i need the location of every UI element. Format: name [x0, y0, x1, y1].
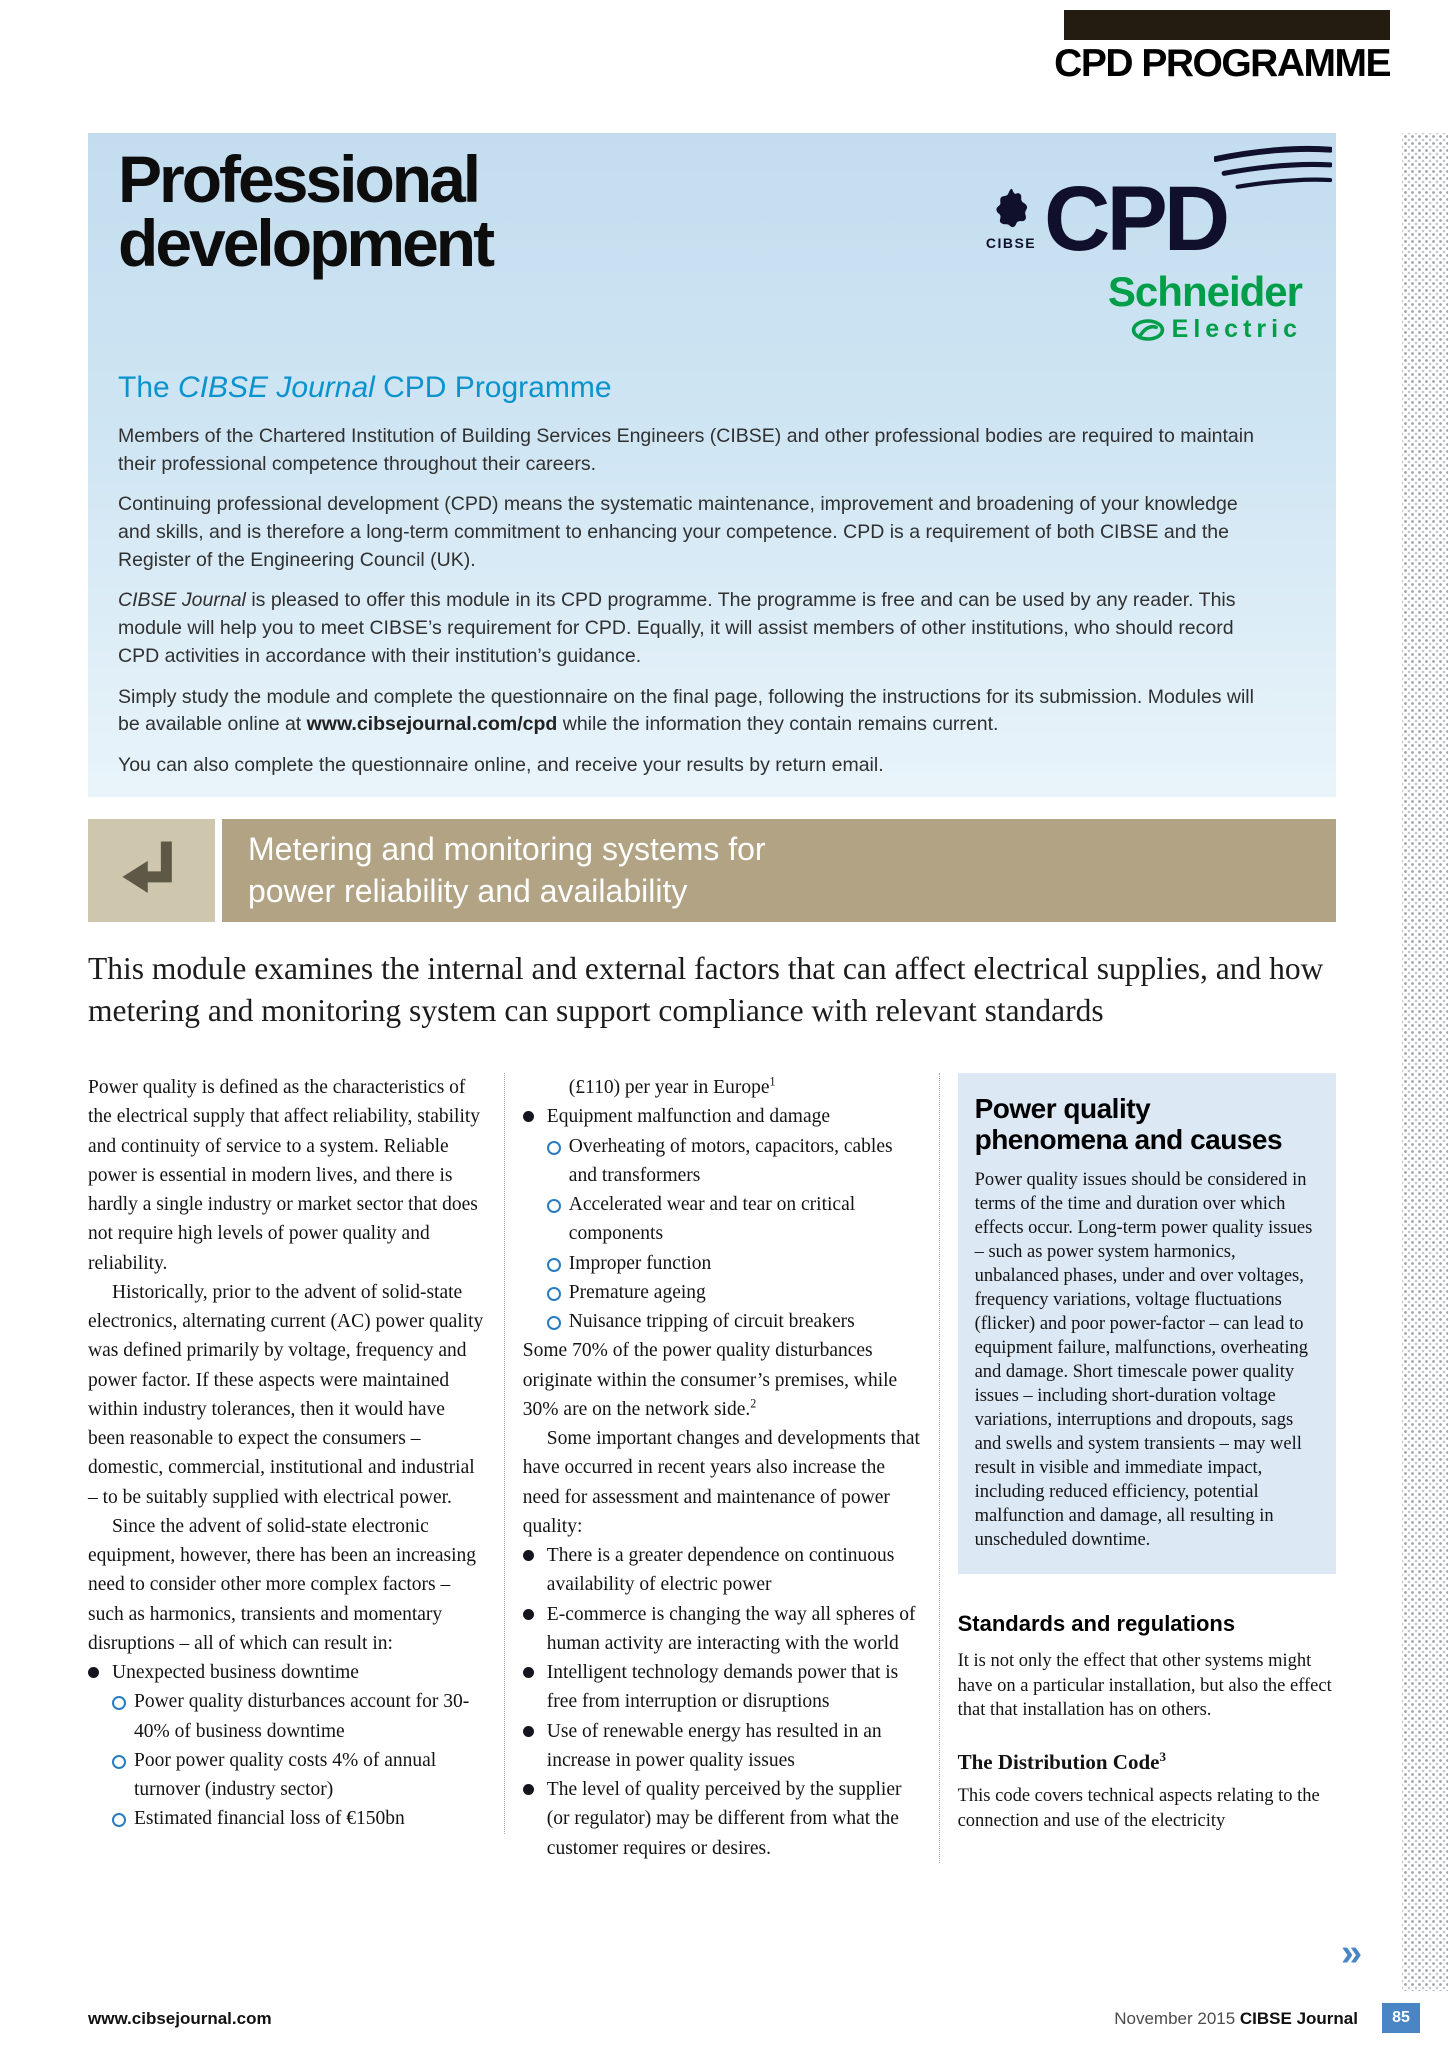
article-column-1 — [88, 1073, 505, 1834]
halftone-texture-strip — [1402, 133, 1448, 1991]
module-title-line2: power reliability and availability — [248, 872, 688, 909]
panel-title: Power quality phenomena and causes — [974, 1093, 1283, 1156]
schneider-wordmark: Schneider — [1107, 268, 1302, 315]
intro-paragraph-3: CIBSE Journal is pleased to offer this module in its CPD programme. The programme is free and can be used by any reader. This module will help you to meet CIBSE’s requirement for CPD. Equally, it will assist members of other institutions, who should record CPD activities in accordance with their institution’s guidance. — [118, 589, 1236, 667]
programme-subtitle: The CIBSE Journal CPD Programme — [118, 371, 612, 404]
banner-divider — [215, 819, 222, 922]
standards-heading: Standards and regulations — [957, 1611, 1236, 1637]
sub-bullet-item: Overheating of motors, capacitors, cables and transformers — [523, 1132, 921, 1191]
footnote-ref: 1 — [769, 1074, 776, 1089]
page-number-badge: 85 — [1382, 2003, 1420, 2033]
page-footer — [88, 2002, 1420, 2034]
body-paragraph: Historically, prior to the advent of solid-state electronics, alternating current (AC) power quality was defined primarily by voltage, frequency and power factor. If these aspects were maintained within industry tolerances, then it would have been reasonable to expect the consumers – domestic, commercial, institutional and industrial – to be suitably supplied with electrical power. — [88, 1281, 484, 1508]
logo-cluster — [982, 143, 1332, 344]
circle-bullet-icon — [112, 1746, 134, 1805]
body-paragraph: Since the advent of solid-state electronic equipment, however, there has been an increasing need to consider other more complex factors – such as harmonics, transients and momentary disruptions – all of which can result in: — [88, 1515, 476, 1654]
bullet-item: Unexpected business downtime — [88, 1658, 486, 1687]
bullet-item: Intelligent technology demands power that is free from interruption or disruptions — [523, 1658, 921, 1717]
sub-bullet-item: Accelerated wear and tear on critical components — [523, 1190, 921, 1249]
footnote-ref: 2 — [750, 1396, 757, 1411]
bullet-item: Use of renewable energy has resulted in an increase in power quality issues — [523, 1717, 921, 1776]
sub-bullet-item: Poor power quality costs 4% of annual turnover (industry sector) — [88, 1746, 486, 1805]
cpd-wordmark: CPD — [1044, 168, 1227, 270]
sub-bullet-item: Estimated financial loss of €150bn — [88, 1804, 486, 1833]
header-panel — [88, 133, 1336, 797]
module-banner — [88, 819, 1336, 922]
bullet-item: There is a greater dependence on continuous availability of electric power — [523, 1541, 921, 1600]
circle-bullet-icon — [112, 1687, 134, 1746]
article-column-3 — [958, 1073, 1336, 1833]
page-title — [118, 142, 493, 281]
bullet-item: The level of quality perceived by the supplier (or regulator) may be different from what the customer requires or desires. — [523, 1775, 921, 1863]
footnote-ref: 3 — [1159, 1748, 1166, 1764]
masthead-title: CPD PROGRAMME — [1054, 42, 1390, 85]
panel-body: Power quality issues should be considered in terms of the time and duration over which effects occur. Long-term power quality issues – such as power system harmonics, unbalanced phases, under and over voltages, frequency variations, voltage fluctuations (flicker) and poor power-factor – can lead to equipment failure, malfunctions, overheating and damage. Short timescale power quality issues – including short-duration voltage variations, interruptions and dropouts, sags and swells and system transients – may well result in visible and immediate impact, including reduced efficiency, potential malfunction and damage, all resulting in unscheduled downtime. — [974, 1169, 1313, 1551]
bullet-icon — [523, 1541, 547, 1600]
bullet-item: E-commerce is changing the way all spheres of human activity are interacting with the world — [523, 1600, 921, 1659]
sub-bullet-item: Improper function — [523, 1249, 921, 1278]
cibse-wordmark: CIBSE — [985, 235, 1037, 251]
circle-bullet-icon — [547, 1307, 569, 1336]
footer-issue — [1114, 2009, 1358, 2029]
bullet-icon — [523, 1717, 547, 1776]
sub-bullet-item: Premature ageing — [523, 1278, 921, 1307]
swoosh-lines-icon — [1214, 145, 1332, 205]
distribution-code-heading: The Distribution Code$^3$ — [957, 1748, 1166, 1774]
cibse-lion-icon — [982, 187, 1040, 251]
body-paragraph: Some important changes and developments that have occurred in recent years also increase the need for assessment and maintenance of power quality: — [522, 1428, 920, 1537]
page-title-line2: development — [118, 206, 493, 281]
standfirst: This module examines the internal and external factors that can affect electrical supplies, and how metering and monitoring system can support compliance with relevant standards — [88, 951, 1324, 1029]
module-title-line1: Metering and monitoring systems for — [248, 830, 766, 867]
cibse-cpd-logo — [982, 143, 1332, 270]
sub-bullet-item: Power quality disturbances account for 30-40% of business downtime — [88, 1687, 486, 1746]
body-paragraph: Some 70% of the power quality disturbances originate within the consumer’s premises, while 30% are on the network side.$^2$ — [522, 1340, 898, 1420]
body-paragraph: Power quality is defined as the characteristics of the electrical supply that affect reliability, stability and continuity of service to a system. Reliable power is essential in modern lives, and there is hardly a single industry or market sector that does not require high levels of power quality and reliability. — [88, 1077, 481, 1274]
bent-arrow-icon — [114, 833, 190, 909]
schneider-electric-logo — [1107, 268, 1302, 344]
circle-bullet-icon — [547, 1249, 569, 1278]
circle-bullet-icon — [112, 1804, 134, 1833]
cpd-url-link[interactable]: www.cibsejournal.com/cpd — [306, 713, 558, 736]
electric-wordmark: Electric — [1171, 315, 1302, 343]
article-body — [88, 1073, 1336, 1863]
distribution-code-body: This code covers technical aspects relating to the connection and use of the electricity — [957, 1786, 1320, 1831]
intro-paragraph-2: Continuing professional development (CPD) means the systematic maintenance, improvement and broadening of your knowledge and skills, and is therefore a long-term commitment to enhancing your competence. CPD is a requirement of both CIBSE and the Register of the Engineering Council (UK). — [118, 493, 1238, 571]
bullet-icon — [523, 1102, 547, 1131]
intro-paragraphs — [118, 423, 1273, 793]
intro-paragraph-5: You can also complete the questionnaire online, and receive your results by return email. — [118, 753, 884, 776]
sub-bullet-item: Nuisance tripping of circuit breakers — [523, 1307, 921, 1336]
banner-icon-tile — [88, 819, 215, 922]
bullet-icon — [88, 1658, 112, 1687]
standards-body: It is not only the effect that other systems might have on a particular installation, but also the effect that that installation has on others. — [957, 1651, 1332, 1721]
bullet-item: Equipment malfunction and damage — [523, 1102, 921, 1131]
footer-journal-name: CIBSE Journal — [1239, 2009, 1358, 2028]
circle-bullet-icon — [547, 1190, 569, 1249]
article-column-2 — [523, 1073, 940, 1863]
bullet-icon — [523, 1658, 547, 1717]
intro-paragraph-1: Members of the Chartered Institution of Building Services Engineers (CIBSE) and other professional bodies are required to maintain their professional competence throughout their careers. — [118, 425, 1254, 475]
footer-url[interactable]: www.cibsejournal.com — [88, 2009, 272, 2028]
masthead-bar — [1064, 10, 1390, 40]
intro-paragraph-4: Simply study the module and complete the questionnaire on the final page, following the instructions for its submission. Modules will be available online at www.cibsejournal.com/cpd while the information they contain remains current. — [118, 685, 1254, 736]
bullet-icon — [523, 1600, 547, 1659]
footer-date: November 2015 — [1114, 2009, 1240, 2028]
page-title-line1: Professional — [118, 142, 479, 216]
continued-chevrons-icon: » — [1341, 1932, 1363, 1974]
circle-bullet-icon — [547, 1278, 569, 1307]
module-banner-title — [222, 819, 1336, 922]
power-quality-panel — [958, 1073, 1336, 1574]
body-paragraph: (£110) per year in Europe$^1$ — [568, 1074, 776, 1098]
circle-bullet-icon — [547, 1132, 569, 1191]
bullet-icon — [523, 1775, 547, 1863]
schneider-symbol-icon — [1130, 317, 1166, 343]
